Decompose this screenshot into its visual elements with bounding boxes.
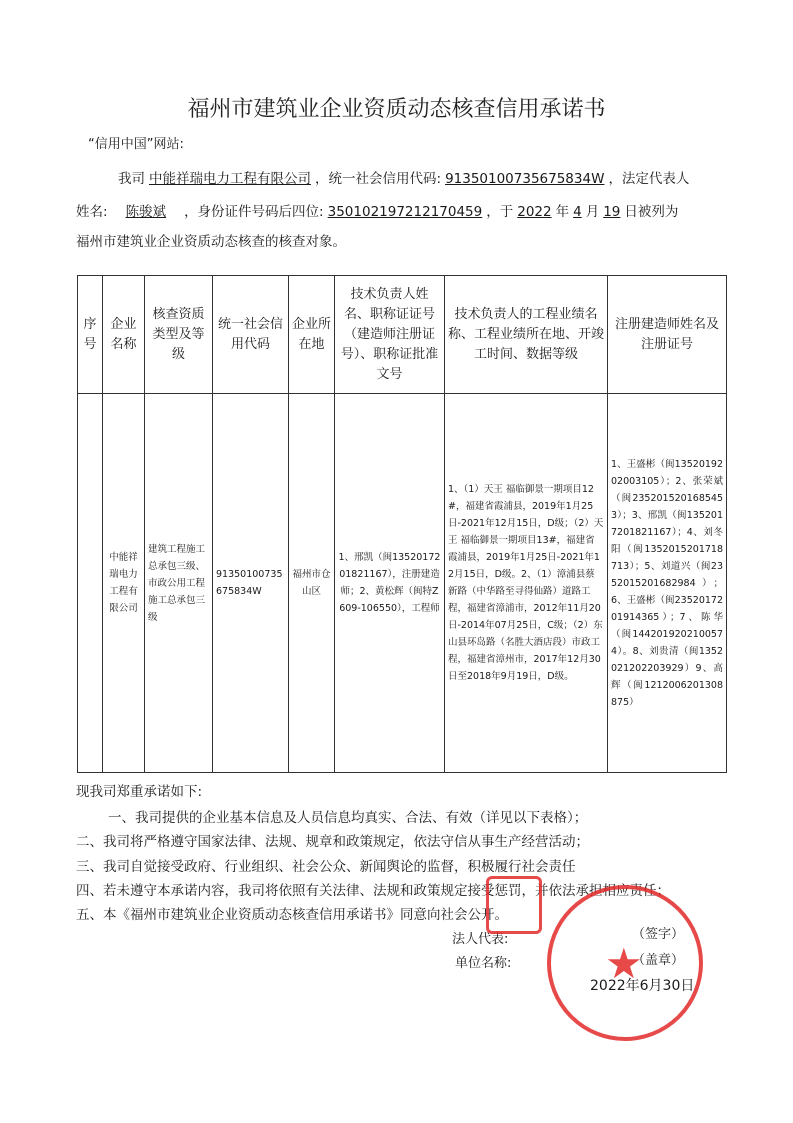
intro-text: 姓名:	[76, 204, 108, 220]
cell-engineers: 1、王盛彬（闽1352019202003105）；2、张荣斌（闽2352015201685453）；3、邢凯（闽1352017201821167）；4、刘冬阳（闽1352015201718713）；5、刘道兴（闽2352015201682984）；6、王盛彬（闽2352017201914365）；7、陈华（闽1442019202100574）。8、刘贵清（闽1352021202203929）9、高辉（闽1212006201308875）	[608, 394, 727, 773]
intro-text: 日被列为	[624, 204, 679, 220]
table-row	[78, 394, 727, 773]
header-type: 核查资质类型及等级	[145, 276, 213, 394]
intro-text: 我司	[118, 171, 145, 187]
date-month: 4	[573, 204, 582, 220]
rep-label: 法人代表:	[452, 932, 509, 947]
personal-seal	[486, 876, 542, 934]
header-performance: 技术负责人的工程业绩名称、工程业绩所在地、开竣工时间、数据等级	[445, 276, 608, 394]
star-icon: ★	[605, 939, 643, 988]
company-name: 中能祥瑞电力工程有限公司	[149, 171, 311, 187]
seal-note: （盖章）	[632, 953, 685, 968]
unit-label: 单位名称:	[455, 956, 512, 971]
cell-location: 福州市仓山区	[289, 394, 335, 773]
rep-name: 陈骏斌	[125, 204, 167, 220]
pledge-item: 一、我司提供的企业基本信息及人员信息均真实、合法、有效（详见以下表格）；	[108, 810, 588, 826]
cell-name: 中能祥瑞电力工程有限公司	[103, 394, 145, 773]
cell-seq	[78, 394, 103, 773]
pledge-item: 四、若未遵守本承诺内容，我司将依照有关法律、法规和政策规定接受惩罚，并依法承担相应责任；	[76, 883, 670, 899]
header-seq: 序号	[78, 276, 103, 394]
company-seal	[547, 885, 703, 1041]
qualification-table	[77, 275, 727, 773]
table-header-row	[78, 276, 727, 394]
header-tech-lead: 技术负责人姓名、职称证证号（建造师注册证号）、职称证批准文号	[335, 276, 445, 394]
addressee: “信用中国”网站:	[88, 137, 184, 152]
id-number: 350102197212170459	[327, 204, 483, 220]
intro-line-1	[118, 165, 728, 193]
date-year: 2022	[517, 204, 552, 220]
intro-text: ，统一社会信用代码:	[315, 171, 442, 187]
header-code: 统一社会信用代码	[213, 276, 289, 394]
pledge-item: 二、我司将严格遵守国家法律、法规、规章和政策规定，依法守信从事生产经营活动；	[76, 834, 589, 850]
credit-code: 91350100735675834W	[445, 171, 605, 187]
intro-line-3: 福州市建筑业企业资质动态核查的核查对象。	[76, 234, 346, 250]
document-title: 福州市建筑业企业资质动态核查信用承诺书	[187, 97, 606, 122]
pledge-intro: 现我司郑重承诺如下:	[76, 784, 203, 800]
intro-text: 年	[555, 204, 570, 220]
intro-text: 月	[585, 204, 600, 220]
cell-tech-lead: 1、邢凯（闽1352017201821167），注册建造师；2、黄松辉（闽特Z609-106550），工程师	[335, 394, 445, 773]
sign-note: （签字）	[632, 927, 685, 942]
intro-text: ，法定代表人	[608, 171, 690, 187]
cell-performance: 1、（1）天王 福临御景一期项目12#，福建省霞浦县，2019年1月25日-2021年12月15日，D级；（2）天王 福临御景一期项目13#，福建省霞浦县，2019年1月25日-2021年12月15日，D级。2、（1）漳浦县蔡新路（中华路至寻得仙路）道路工程，福建省漳浦市，2012年11月20日-2014年07月25日，C级；（2）东山县环岛路（名胜大酒店段）市政工程，福建省漳州市，2017年12月30日至2018年9月19日，D级。	[445, 394, 608, 773]
cell-code: 91350100735675834W	[213, 394, 289, 773]
sign-date: 2022年6月30日	[590, 978, 695, 994]
intro-line-2	[76, 198, 726, 226]
intro-text: ，身份证件号码后四位:	[184, 204, 324, 220]
pledge-item: 五、本《福州市建筑业企业资质动态核查信用承诺书》同意向社会公开。	[76, 907, 508, 923]
cell-type: 建筑工程施工总承包三级、市政公用工程施工总承包三级	[145, 394, 213, 773]
date-day: 19	[603, 204, 621, 220]
intro-text: ，于	[486, 204, 514, 220]
header-location: 企业所在地	[289, 276, 335, 394]
header-name: 企业名称	[103, 276, 145, 394]
header-engineers: 注册建造师姓名及注册证号	[608, 276, 727, 394]
pledge-item: 三、我司自觉接受政府、行业组织、社会公众、新闻舆论的监督，积极履行社会责任	[76, 859, 576, 875]
